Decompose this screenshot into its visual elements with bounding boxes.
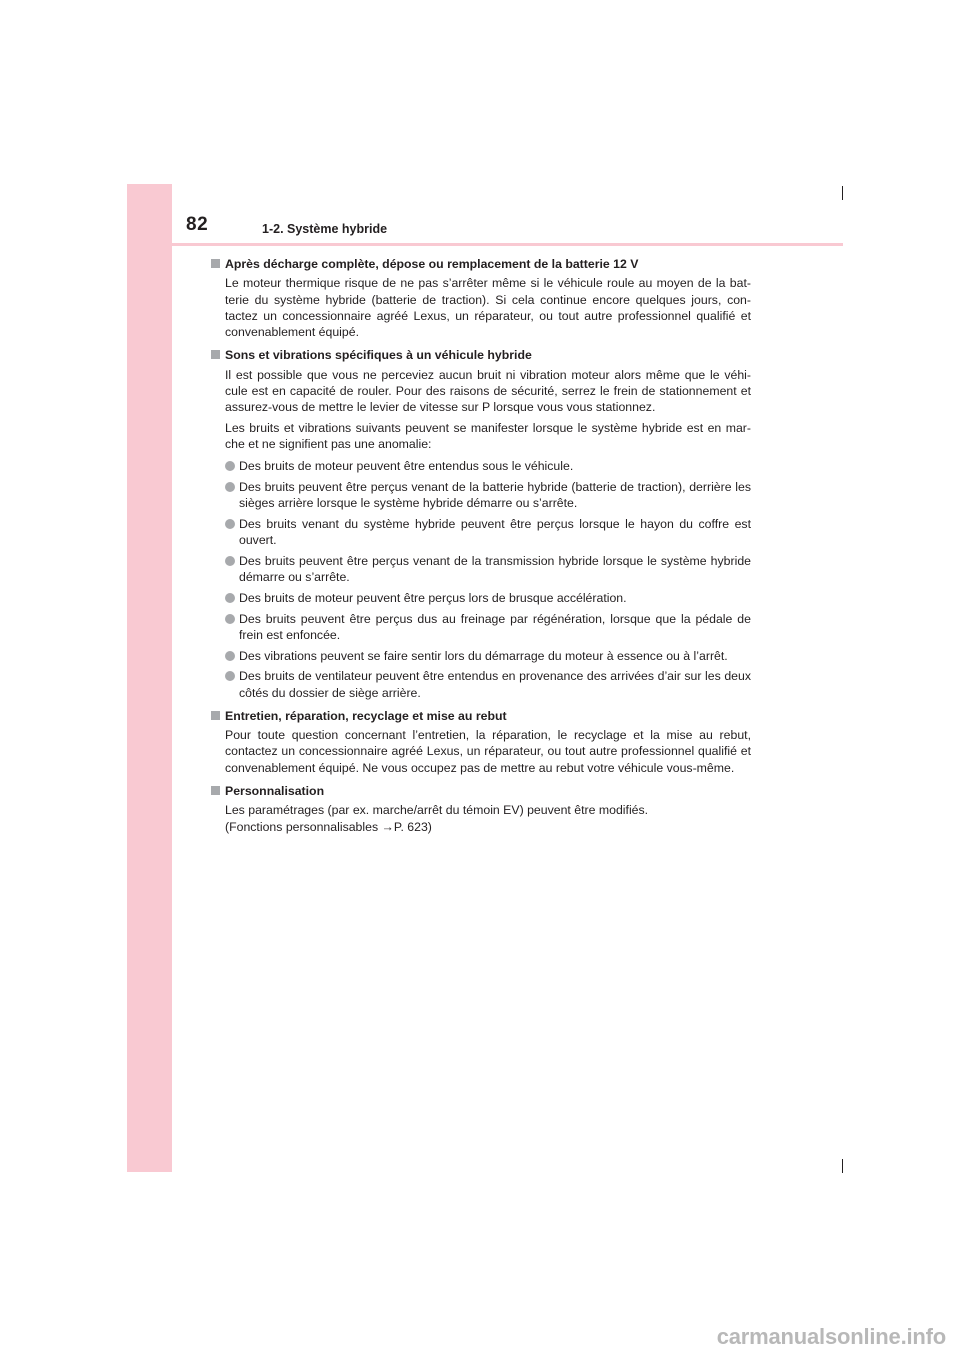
round-bullet-icon — [225, 461, 235, 471]
square-bullet-icon — [211, 259, 220, 268]
list-item: Des bruits peuvent être perçus venant de la transmission hybride lorsque le système hybride démarre ou s’arrête. — [239, 553, 751, 586]
page-number: 82 — [186, 214, 209, 235]
crop-mark-top — [842, 186, 843, 200]
round-bullet-icon — [225, 614, 235, 624]
list-item: Des vibrations peuvent se faire sentir lors du démarrage du moteur à essence ou à l’arrêt. — [239, 648, 751, 664]
list-item: Des bruits de ventilateur peuvent être entendus en provenance des arrivées d’air sur les deux côtés du dossier de siège arrière. — [239, 668, 751, 701]
paragraph: Les bruits et vibrations suivants peuvent se manifester lorsque le système hybride est en mar-che et ne signifient pas une anomalie: — [225, 420, 751, 451]
round-bullet-icon — [225, 556, 235, 566]
paragraph: Il est possible que vous ne perceviez aucun bruit ni vibration moteur alors même que le véhi-cule est en capacité de rouler. Pour des raisons de sécurité, serrez le frein de stationnement et assurez-vous de mettre le levier de vitesse sur P lorsque vous vous stationnez. — [225, 367, 751, 415]
round-bullet-icon — [225, 482, 235, 492]
round-bullet-icon — [225, 593, 235, 603]
round-bullet-icon — [225, 651, 235, 661]
main-content — [211, 256, 751, 842]
section-sounds-vibrations — [211, 347, 751, 700]
list-item: Des bruits peuvent être perçus venant de la batterie hybride (batterie de traction), derrière les sièges arrière lorsque le système hybride démarre ou s’arrête. — [239, 479, 751, 512]
section-heading — [211, 347, 751, 363]
list-item: Des bruits peuvent être perçus dus au freinage par régénération, lorsque que la pédale de frein est enfoncée. — [239, 611, 751, 644]
header-divider — [172, 243, 843, 246]
paragraph: Le moteur thermique risque de ne pas s’arrêter même si le véhicule roule au moyen de la bat-terie du système hybride (batterie de traction). Si cela continue encore quelques jours, con-tactez un concessionnaire agréé Lexus, un réparateur, ou tout autre professionnel qualifié et convenablement équipé. — [225, 276, 751, 340]
square-bullet-icon — [211, 350, 220, 359]
section-battery — [211, 256, 751, 340]
heading-text: Sons et vibrations spécifiques à un véhicule hybride — [225, 348, 532, 363]
section-maintenance — [211, 708, 751, 776]
round-bullet-icon — [225, 519, 235, 529]
paragraph: Les paramétrages (par ex. marche/arrêt du témoin EV) peuvent être modifiés. — [225, 803, 649, 818]
crop-mark-bottom — [842, 1159, 843, 1173]
paragraph: Pour toute question concernant l’entretien, la réparation, le recyclage et la mise au rebut, contactez un concessionnaire agréé Lexus, un réparateur, ou tout autre professionnel qualifié et convenablement équipé. Ne vous occupez pas de mettre au rebut votre véhicule vous-même. — [225, 728, 751, 775]
section-heading — [211, 256, 751, 272]
side-color-band — [127, 184, 172, 1172]
section-heading — [211, 783, 751, 799]
cross-reference-link[interactable]: (Fonctions personnalisables →P. 623) — [225, 819, 432, 834]
list-item: Des bruits de moteur peuvent être perçus lors de brusque accélération. — [239, 590, 751, 606]
section-heading — [211, 708, 751, 724]
heading-text: Après décharge complète, dépose ou remplacement de la batterie 12 V — [225, 257, 639, 271]
section-title: 1-2. Système hybride — [262, 222, 388, 236]
square-bullet-icon — [211, 711, 220, 720]
round-bullet-icon — [225, 671, 235, 681]
list-item: Des bruits venant du système hybride peuvent être perçus lorsque le hayon du coffre est ouvert. — [239, 516, 751, 549]
heading-text: Personnalisation — [225, 784, 325, 799]
heading-text: Entretien, réparation, recyclage et mise au rebut — [225, 708, 507, 723]
list-item: Des bruits de moteur peuvent être entendus sous le véhicule. — [239, 458, 751, 474]
section-customization — [211, 783, 751, 835]
watermark: carmanualsonline.info — [716, 1324, 946, 1349]
square-bullet-icon — [211, 786, 220, 795]
